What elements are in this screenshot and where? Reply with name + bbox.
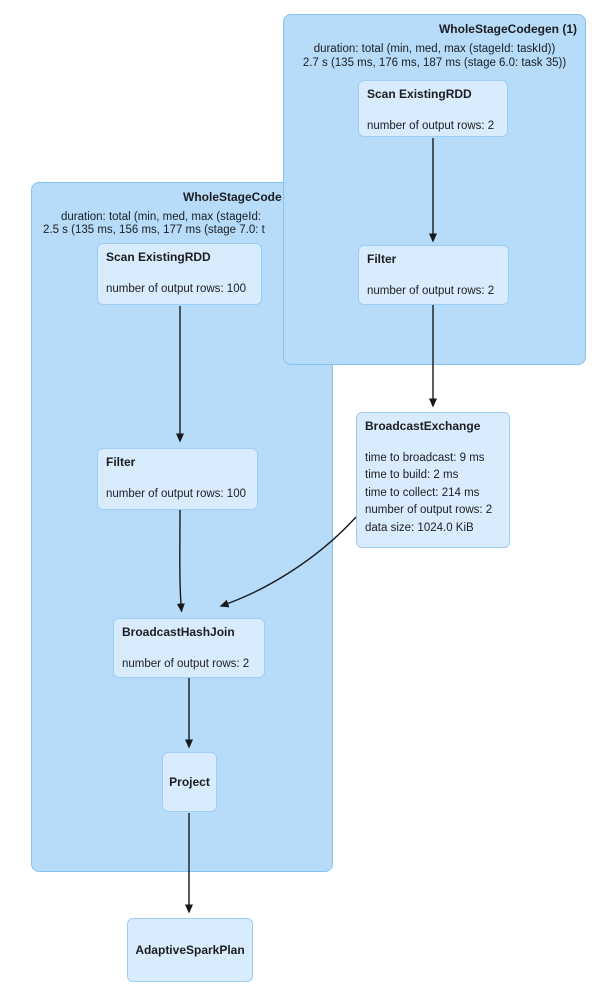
plan-node-filter-2[interactable] xyxy=(97,448,258,510)
plan-node-broadcast-exchange[interactable] xyxy=(356,412,510,548)
metric-data-size: data size: 1024.0 KiB xyxy=(365,521,474,534)
metric-output-rows: number of output rows: 100 xyxy=(106,283,246,295)
cluster-duration-value: 2.5 s (135 ms, 156 ms, 177 ms (stage 7.0: t xyxy=(43,224,265,236)
cluster-duration-label: duration: total (min, med, max (stageId: xyxy=(61,211,262,223)
node-title: Scan ExistingRDD xyxy=(106,250,211,264)
cluster-duration-value: 2.7 s (135 ms, 176 ms, 187 ms (stage 6.0: task 35)) xyxy=(302,56,567,69)
plan-node-broadcast-hash-join[interactable] xyxy=(113,618,265,678)
metric-output-rows: number of output rows: 2 xyxy=(122,658,250,670)
cluster-title: WholeStageCode xyxy=(183,190,282,204)
node-title: BroadcastHashJoin xyxy=(122,625,235,639)
metric-output-rows: number of output rows: 2 xyxy=(365,504,493,517)
plan-node-adaptive-spark-plan[interactable] xyxy=(127,918,253,982)
node-metrics xyxy=(367,118,499,135)
plan-node-scan-existingrdd-2[interactable] xyxy=(97,243,262,305)
metric-output-rows: number of output rows: 2 xyxy=(367,120,495,132)
metric-time-to-broadcast: time to broadcast: 9 ms xyxy=(365,452,485,464)
plan-node-filter-1[interactable] xyxy=(358,245,509,305)
metric-output-rows: number of output rows: 100 xyxy=(106,488,246,500)
node-title: BroadcastExchange xyxy=(365,419,481,433)
node-title: Scan ExistingRDD xyxy=(367,87,472,101)
plan-node-scan-existingrdd-1[interactable] xyxy=(358,80,508,137)
node-title: AdaptiveSparkPlan xyxy=(135,943,245,957)
metric-time-to-collect: time to collect: 214 ms xyxy=(365,486,480,499)
node-title: Filter xyxy=(367,252,397,266)
plan-node-project[interactable] xyxy=(162,752,217,812)
metric-output-rows: number of output rows: 2 xyxy=(367,285,495,297)
node-title: Filter xyxy=(106,455,136,469)
node-metrics xyxy=(106,281,253,298)
metric-time-to-build: time to build: 2 ms xyxy=(365,469,459,482)
cluster-title: WholeStageCodegen (1) xyxy=(438,22,577,36)
node-metrics xyxy=(106,486,249,503)
node-metrics xyxy=(122,656,256,673)
node-metrics xyxy=(367,283,500,300)
cluster-duration xyxy=(284,43,585,70)
cluster-duration-label: duration: total (min, med, max (stageId: taskId)) xyxy=(313,43,556,55)
cluster-wholestagecodegen-1 xyxy=(283,14,586,365)
node-metrics xyxy=(365,450,501,537)
node-title: Project xyxy=(169,775,210,789)
